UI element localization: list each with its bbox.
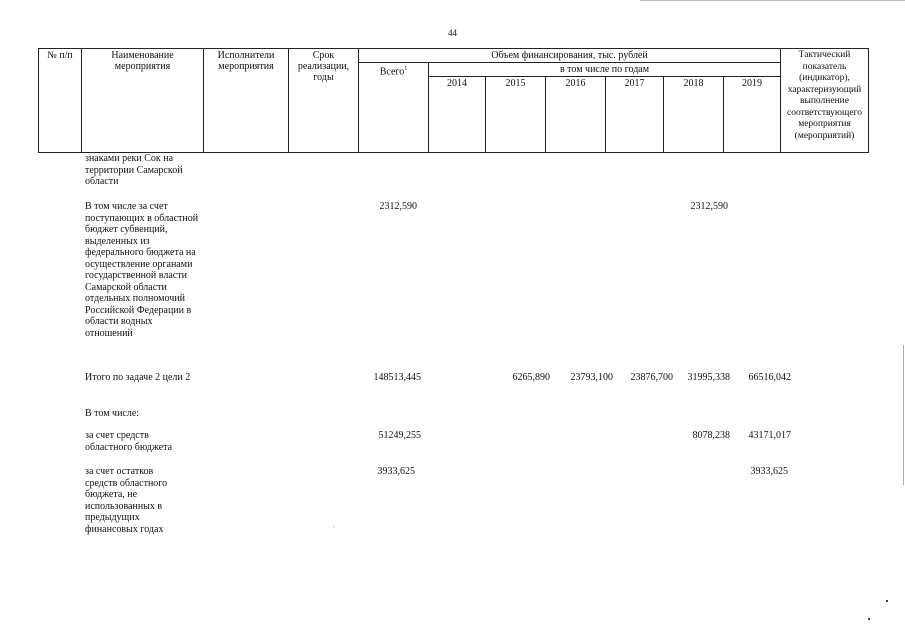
header-executors: Исполнители мероприятия [204,49,289,153]
header-year-2016: 2016 [546,77,606,153]
header-year-2017: 2017 [606,77,664,153]
row-total: 51249,255 [378,430,421,441]
header-total-footnote: 1 [404,66,408,72]
header-year-2015: 2015 [486,77,546,153]
row-name: за счет средств областного бюджета [85,430,173,453]
header-year-2014: 2014 [429,77,486,153]
row-value-2019: 3933,625 [750,466,788,477]
row-name: за счет остатков средств областного бюджета, не использованных в предыдущих финансовых годах [85,466,168,535]
scan-artifact [333,526,334,527]
scan-artifact [640,0,905,1]
row-name: знаками реки Сок на территории Самарской области [85,153,183,187]
row-total: 3933,625 [377,466,415,477]
row-value-2018: 31995,338 [687,372,730,383]
row-name: Итого по задаче 2 цели 2 [85,372,191,383]
header-year-2019: 2019 [724,77,781,153]
row-value-2018: 8078,238 [692,430,730,441]
header-name: Наименование мероприятия [82,49,204,153]
header-total [359,63,429,153]
header-financing: Объем финансирования, тыс. рублей [359,49,781,63]
row-total: 148513,445 [373,372,421,383]
row-value-2016: 23793,100 [570,372,613,383]
table-header [38,48,869,153]
page-number: 44 [448,28,457,38]
scan-artifact [868,618,870,620]
row-value-2017: 23876,700 [630,372,673,383]
row-name: В том числе: [85,408,140,419]
header-term: Срок реализации, годы [289,49,359,153]
header-total-label: Всего [379,66,405,78]
row-value-2019: 43171,017 [748,430,791,441]
scan-artifact [886,600,888,602]
header-years-group: в том числе по годам [429,63,781,77]
scan-artifact [903,345,904,485]
row-value-2018: 2312,590 [690,201,728,212]
row-total: 2312,590 [379,201,417,212]
header-year-2018: 2018 [664,77,724,153]
header-indicator: Тактический показатель (индикатор), характеризующий выполнение соответствующего мероприятия (мероприятий) [781,49,869,153]
row-value-2015: 6265,890 [512,372,550,383]
row-value-2019: 66516,042 [748,372,791,383]
row-name: В том числе за счет поступающих в областной бюджет субвенций, выделенных из федерального бюджета на осуществление органами государственной власти Самарской области отдельных полномочий Российской Федерации в области водных отношений [85,201,199,339]
header-num: № п/п [39,49,82,153]
